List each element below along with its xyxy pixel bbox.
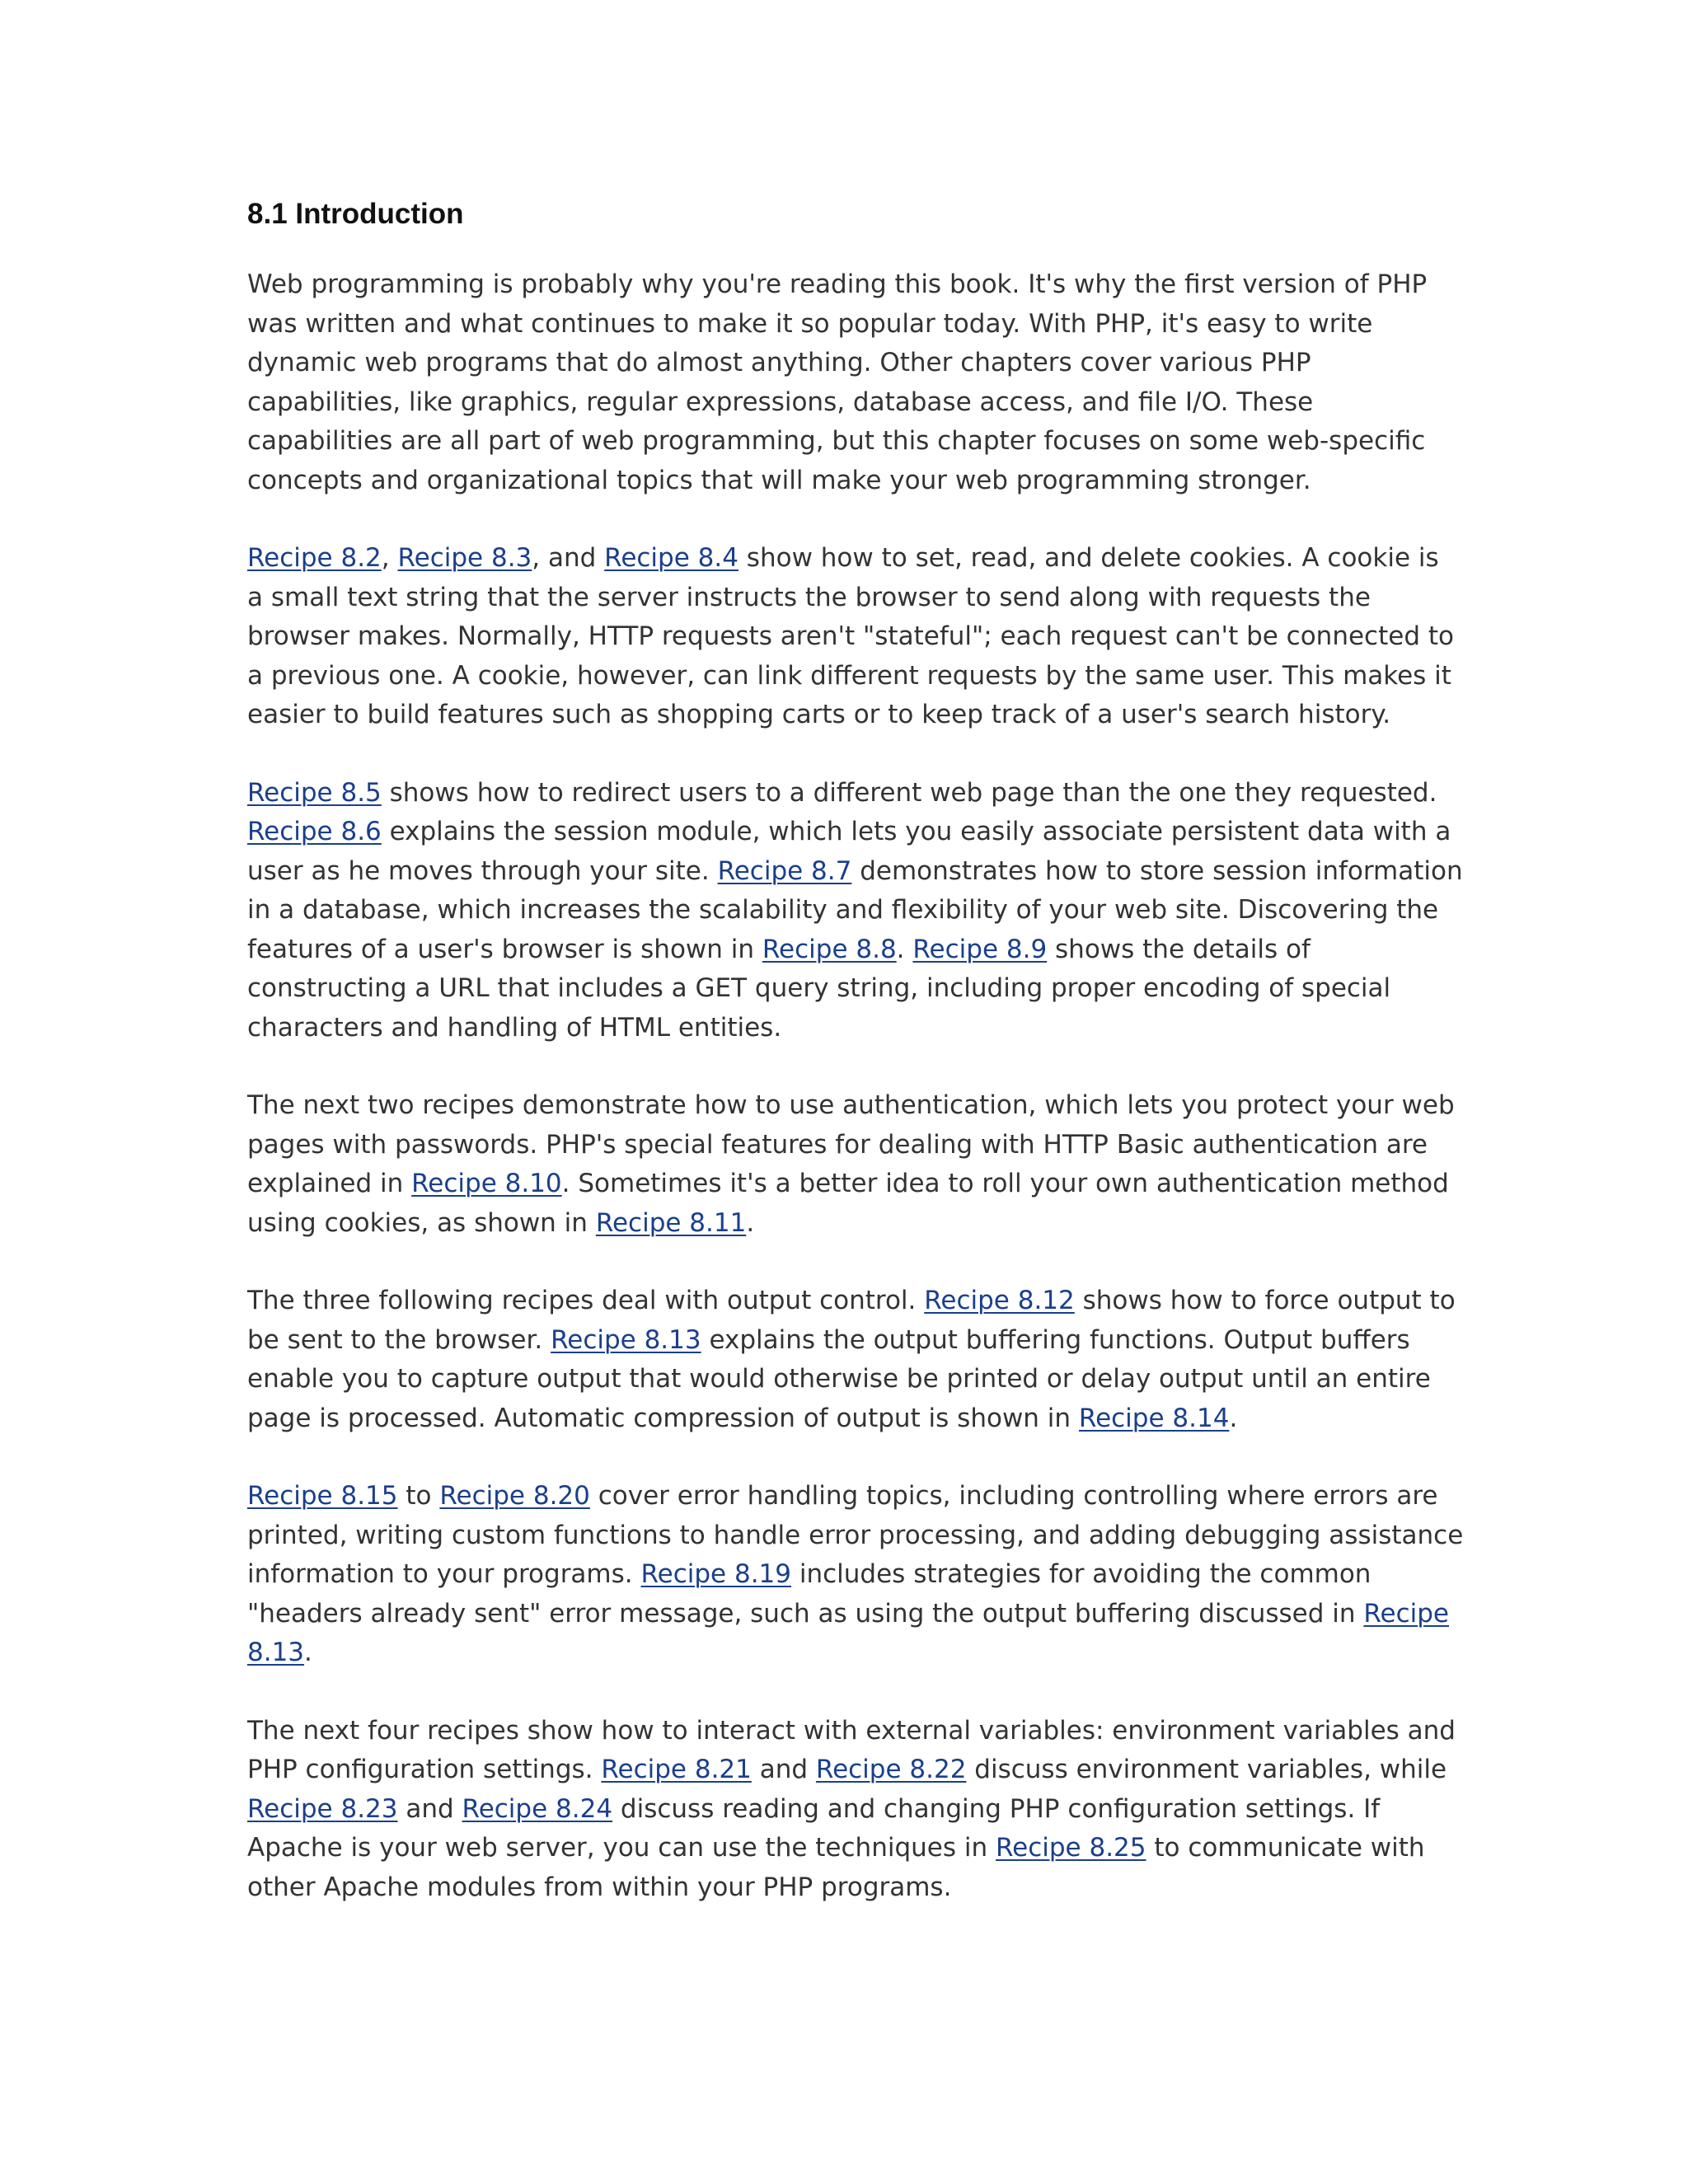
text-segment: explained in (247, 1169, 412, 1198)
text-line (247, 813, 1459, 852)
text-segment: , and (532, 543, 605, 573)
recipe-link[interactable]: Recipe 8.4 (604, 543, 738, 573)
text-segment: to (397, 1481, 440, 1511)
recipe-link[interactable]: Recipe 8.21 (601, 1755, 752, 1784)
text-line (247, 1750, 1459, 1790)
text-segment: discuss reading and changing PHP configuration settings. If (612, 1793, 1381, 1824)
text-segment: The three following recipes deal with output control. (247, 1286, 925, 1315)
text-segment: a previous one. A cookie, however, can link different requests by the same user. This makes it (247, 660, 1451, 691)
recipe-link[interactable]: Recipe 8.3 (397, 543, 532, 573)
text-segment: to communicate with (1146, 1833, 1425, 1863)
recipe-link[interactable]: Recipe 8.8 (762, 934, 897, 964)
text-line (247, 422, 1459, 462)
recipe-link[interactable]: Recipe 8.24 (462, 1793, 613, 1824)
text-segment: shows the details of (1047, 934, 1311, 964)
text-segment: and (397, 1793, 462, 1824)
text-segment: . (304, 1638, 312, 1667)
text-segment: show how to set, read, and delete cookies. A cookie is (738, 543, 1439, 573)
text-segment: printed, writing custom functions to handle error processing, and adding debugging assistance (247, 1520, 1464, 1550)
text-segment: page is processed. Automatic compression of output is shown in (247, 1403, 1079, 1433)
text-line (247, 305, 1459, 344)
text-line (247, 1126, 1459, 1165)
text-segment: shows how to force output to (1074, 1286, 1456, 1315)
text-segment: user as he moves through your site. (247, 855, 718, 886)
text-line (247, 265, 1459, 305)
text-segment: dynamic web programs that do almost anything. Other chapters cover various PHP (247, 348, 1311, 377)
text-segment: . Sometimes it's a better idea to roll your own authentication method (561, 1169, 1449, 1198)
text-line (247, 1829, 1459, 1868)
recipe-link[interactable]: Recipe 8.23 (247, 1793, 398, 1824)
text-line (247, 969, 1459, 1009)
recipe-link[interactable]: Recipe 8.6 (247, 817, 382, 846)
paragraph (247, 539, 1459, 735)
text-line (247, 1009, 1459, 1048)
text-line (247, 1790, 1459, 1830)
text-segment: . (1229, 1403, 1238, 1433)
text-line (247, 1477, 1459, 1516)
recipe-link[interactable]: Recipe 8.2 (247, 543, 382, 573)
text-segment: explains the session module, which lets you easily associate persistent data with a (381, 817, 1451, 846)
text-segment: shows how to redirect users to a different web page than the one they requested. (381, 777, 1437, 808)
text-line (247, 1516, 1464, 1556)
text-segment: capabilities, like graphics, regular expressions, database access, and file I/O. These (247, 387, 1314, 417)
text-segment: pages with passwords. PHP's special features for dealing with HTTP Basic authentication are (247, 1129, 1428, 1160)
paragraph (247, 1282, 1459, 1438)
recipe-link[interactable]: Recipe 8.14 (1078, 1403, 1230, 1433)
recipe-link[interactable]: Recipe 8.12 (924, 1286, 1075, 1315)
text-segment: a small text string that the server instructs the browser to send along with requests the (247, 582, 1371, 612)
text-line (247, 657, 1459, 696)
text-line (247, 462, 1459, 501)
text-segment: includes strategies for avoiding the common (791, 1559, 1372, 1589)
recipe-link[interactable]: Recipe 8.22 (815, 1755, 967, 1784)
text-segment: Apache is your web server, you can use the techniques in (247, 1833, 996, 1863)
text-segment: discuss environment variables, while (966, 1755, 1447, 1784)
text-line (247, 344, 1459, 383)
text-line (247, 930, 1459, 970)
text-line (247, 1868, 1459, 1908)
text-segment: other Apache modules from within your PHP programs. (247, 1872, 952, 1902)
text-segment: constructing a URL that includes a GET query string, including proper encoding of special (247, 973, 1391, 1003)
recipe-link[interactable]: Recipe 8.25 (995, 1833, 1146, 1863)
recipe-link[interactable]: Recipe 8.5 (247, 777, 382, 808)
text-line (247, 1399, 1459, 1439)
text-line (247, 1086, 1459, 1126)
text-line (247, 891, 1459, 930)
text-segment: explains the output buffering functions. Output buffers (701, 1324, 1410, 1355)
text-line (247, 774, 1459, 813)
text-segment: be sent to the browser. (247, 1324, 551, 1355)
recipe-link[interactable]: Recipe 8.15 (247, 1481, 398, 1511)
text-line (247, 617, 1459, 657)
text-segment: using cookies, as shown in (247, 1207, 596, 1238)
text-segment: PHP configuration settings. (247, 1755, 602, 1784)
text-line (247, 1360, 1459, 1399)
text-line (247, 1165, 1459, 1204)
text-line (247, 579, 1459, 618)
text-line (247, 1633, 1459, 1673)
text-segment: The next four recipes show how to interact with external variables: environment variables and (247, 1715, 1456, 1746)
recipe-link[interactable]: Recipe 8.9 (912, 934, 1048, 964)
text-segment: concepts and organizational topics that will make your web programming stronger. (247, 465, 1311, 495)
recipe-link[interactable]: Recipe (1363, 1598, 1450, 1629)
text-segment: easier to build features such as shopping carts or to keep track of a user's search history. (247, 700, 1391, 729)
text-line (247, 1204, 1459, 1244)
recipe-link[interactable]: Recipe 8.13 (551, 1324, 701, 1355)
text-line (247, 383, 1459, 423)
recipe-link[interactable]: Recipe 8.11 (595, 1207, 747, 1238)
text-line (247, 1595, 1459, 1634)
recipe-link[interactable]: Recipe 8.10 (411, 1169, 562, 1198)
text-line (247, 1712, 1459, 1751)
recipe-link[interactable]: 8.13 (247, 1638, 305, 1667)
text-segment: enable you to capture output that would otherwise be printed or delay output until an entire (247, 1364, 1431, 1394)
text-line (247, 539, 1459, 579)
paragraph (247, 1712, 1459, 1908)
text-line (247, 852, 1463, 892)
paragraph (247, 774, 1463, 1048)
text-segment: was written and what continues to make it so popular today. With PHP, it's easy to write (247, 308, 1373, 339)
text-line (247, 1321, 1459, 1361)
text-segment: cover error handling topics, including controlling where errors are (589, 1481, 1438, 1511)
recipe-link[interactable]: Recipe 8.20 (439, 1481, 590, 1511)
text-line (247, 1282, 1459, 1321)
section-heading: 8.1 Introduction (247, 198, 464, 230)
text-segment: information to your programs. (247, 1559, 641, 1589)
recipe-link[interactable]: Recipe 8.19 (640, 1559, 792, 1589)
paragraph (247, 1086, 1459, 1243)
text-segment: characters and handling of HTML entities. (247, 1012, 782, 1043)
text-segment: "headers already sent" error message, such as using the output buffering discussed in (247, 1598, 1364, 1629)
text-segment: browser makes. Normally, HTTP requests aren't "stateful"; each request can't be connected to (247, 621, 1454, 651)
text-segment: and (751, 1755, 816, 1784)
text-segment: . (896, 934, 913, 964)
text-segment: , (381, 543, 398, 573)
text-segment: in a database, which increases the scalability and flexibility of your web site. Discovering the (247, 895, 1439, 925)
document-page (247, 196, 1464, 1946)
paragraph (247, 1477, 1464, 1673)
text-line (247, 696, 1459, 735)
text-line (247, 1555, 1459, 1595)
paragraph (247, 265, 1459, 500)
text-segment: The next two recipes demonstrate how to use authentication, which lets you protect your web (247, 1090, 1455, 1120)
recipe-link[interactable]: Recipe 8.7 (717, 855, 852, 886)
document-body (247, 265, 1464, 1907)
text-segment: Web programming is probably why you're reading this book. It's why the first version of PHP (247, 269, 1428, 299)
text-segment: capabilities are all part of web programming, but this chapter focuses on some web-specific (247, 426, 1426, 456)
text-segment: features of a user's browser is shown in (247, 934, 762, 964)
text-segment: . (746, 1207, 755, 1238)
text-segment: demonstrates how to store session information (851, 855, 1463, 886)
